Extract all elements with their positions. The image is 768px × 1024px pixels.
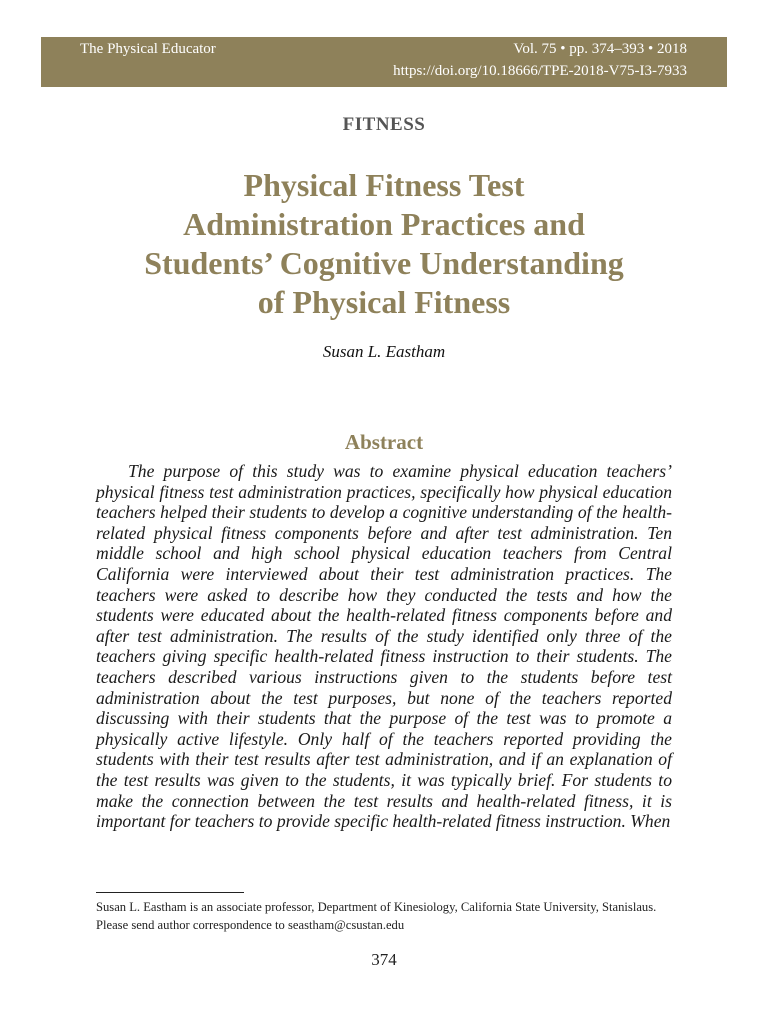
doi-link[interactable]: https://doi.org/10.18666/TPE-2018-V75-I3-7933 xyxy=(393,63,687,79)
footnote-divider xyxy=(96,892,244,893)
abstract-text: The purpose of this study was to examine physical education teachers’ physical fitness test administration practices, specifically how physical education teachers helped their students to develop a cognitive understanding of the health-related physical fitness components before and after test administration. Ten middle school and high school physical education teachers from Central California were interviewed about their test administration practices. The teachers were asked to describe how they conducted the tests and how the students were educated about the health-related fitness components before and after test administration. The results of the study identified only three of the teachers giving specific health-related fitness instruction to their students. The teachers described various instructions given to the students before test administration about the test purposes, but none of the teachers reported discussing with their students that the purpose of the test was to promote a physically active lifestyle. Only half of the teachers reported providing the students with their test results after test administration, and if an explanation of the test results was given to the students, it was typically brief. For students to make the connection between the test results and health-related fitness, it is important for teachers to provide specific health-related fitness instruction. When xyxy=(96,461,672,832)
title-line: Physical Fitness Test xyxy=(243,167,525,203)
abstract-heading: Abstract xyxy=(344,430,424,454)
author-name: Susan L. Eastham xyxy=(322,342,446,361)
title-line: Administration Practices and xyxy=(183,206,585,242)
article-title xyxy=(84,166,684,322)
journal-name: The Physical Educator xyxy=(80,41,216,57)
page-number: 374 xyxy=(371,950,397,969)
volume-info: Vol. 75 • pp. 374–393 • 2018 xyxy=(513,41,687,57)
author-footnote: Susan L. Eastham is an associate professor, Department of Kinesiology, California State University, Stanislaus. Please send author correspondence to seastham@csustan.edu xyxy=(96,900,657,932)
section-label: FITNESS xyxy=(342,114,426,135)
journal-header-bar xyxy=(41,37,727,87)
title-line: of Physical Fitness xyxy=(257,284,511,320)
title-line: Students’ Cognitive Understanding xyxy=(144,245,624,281)
